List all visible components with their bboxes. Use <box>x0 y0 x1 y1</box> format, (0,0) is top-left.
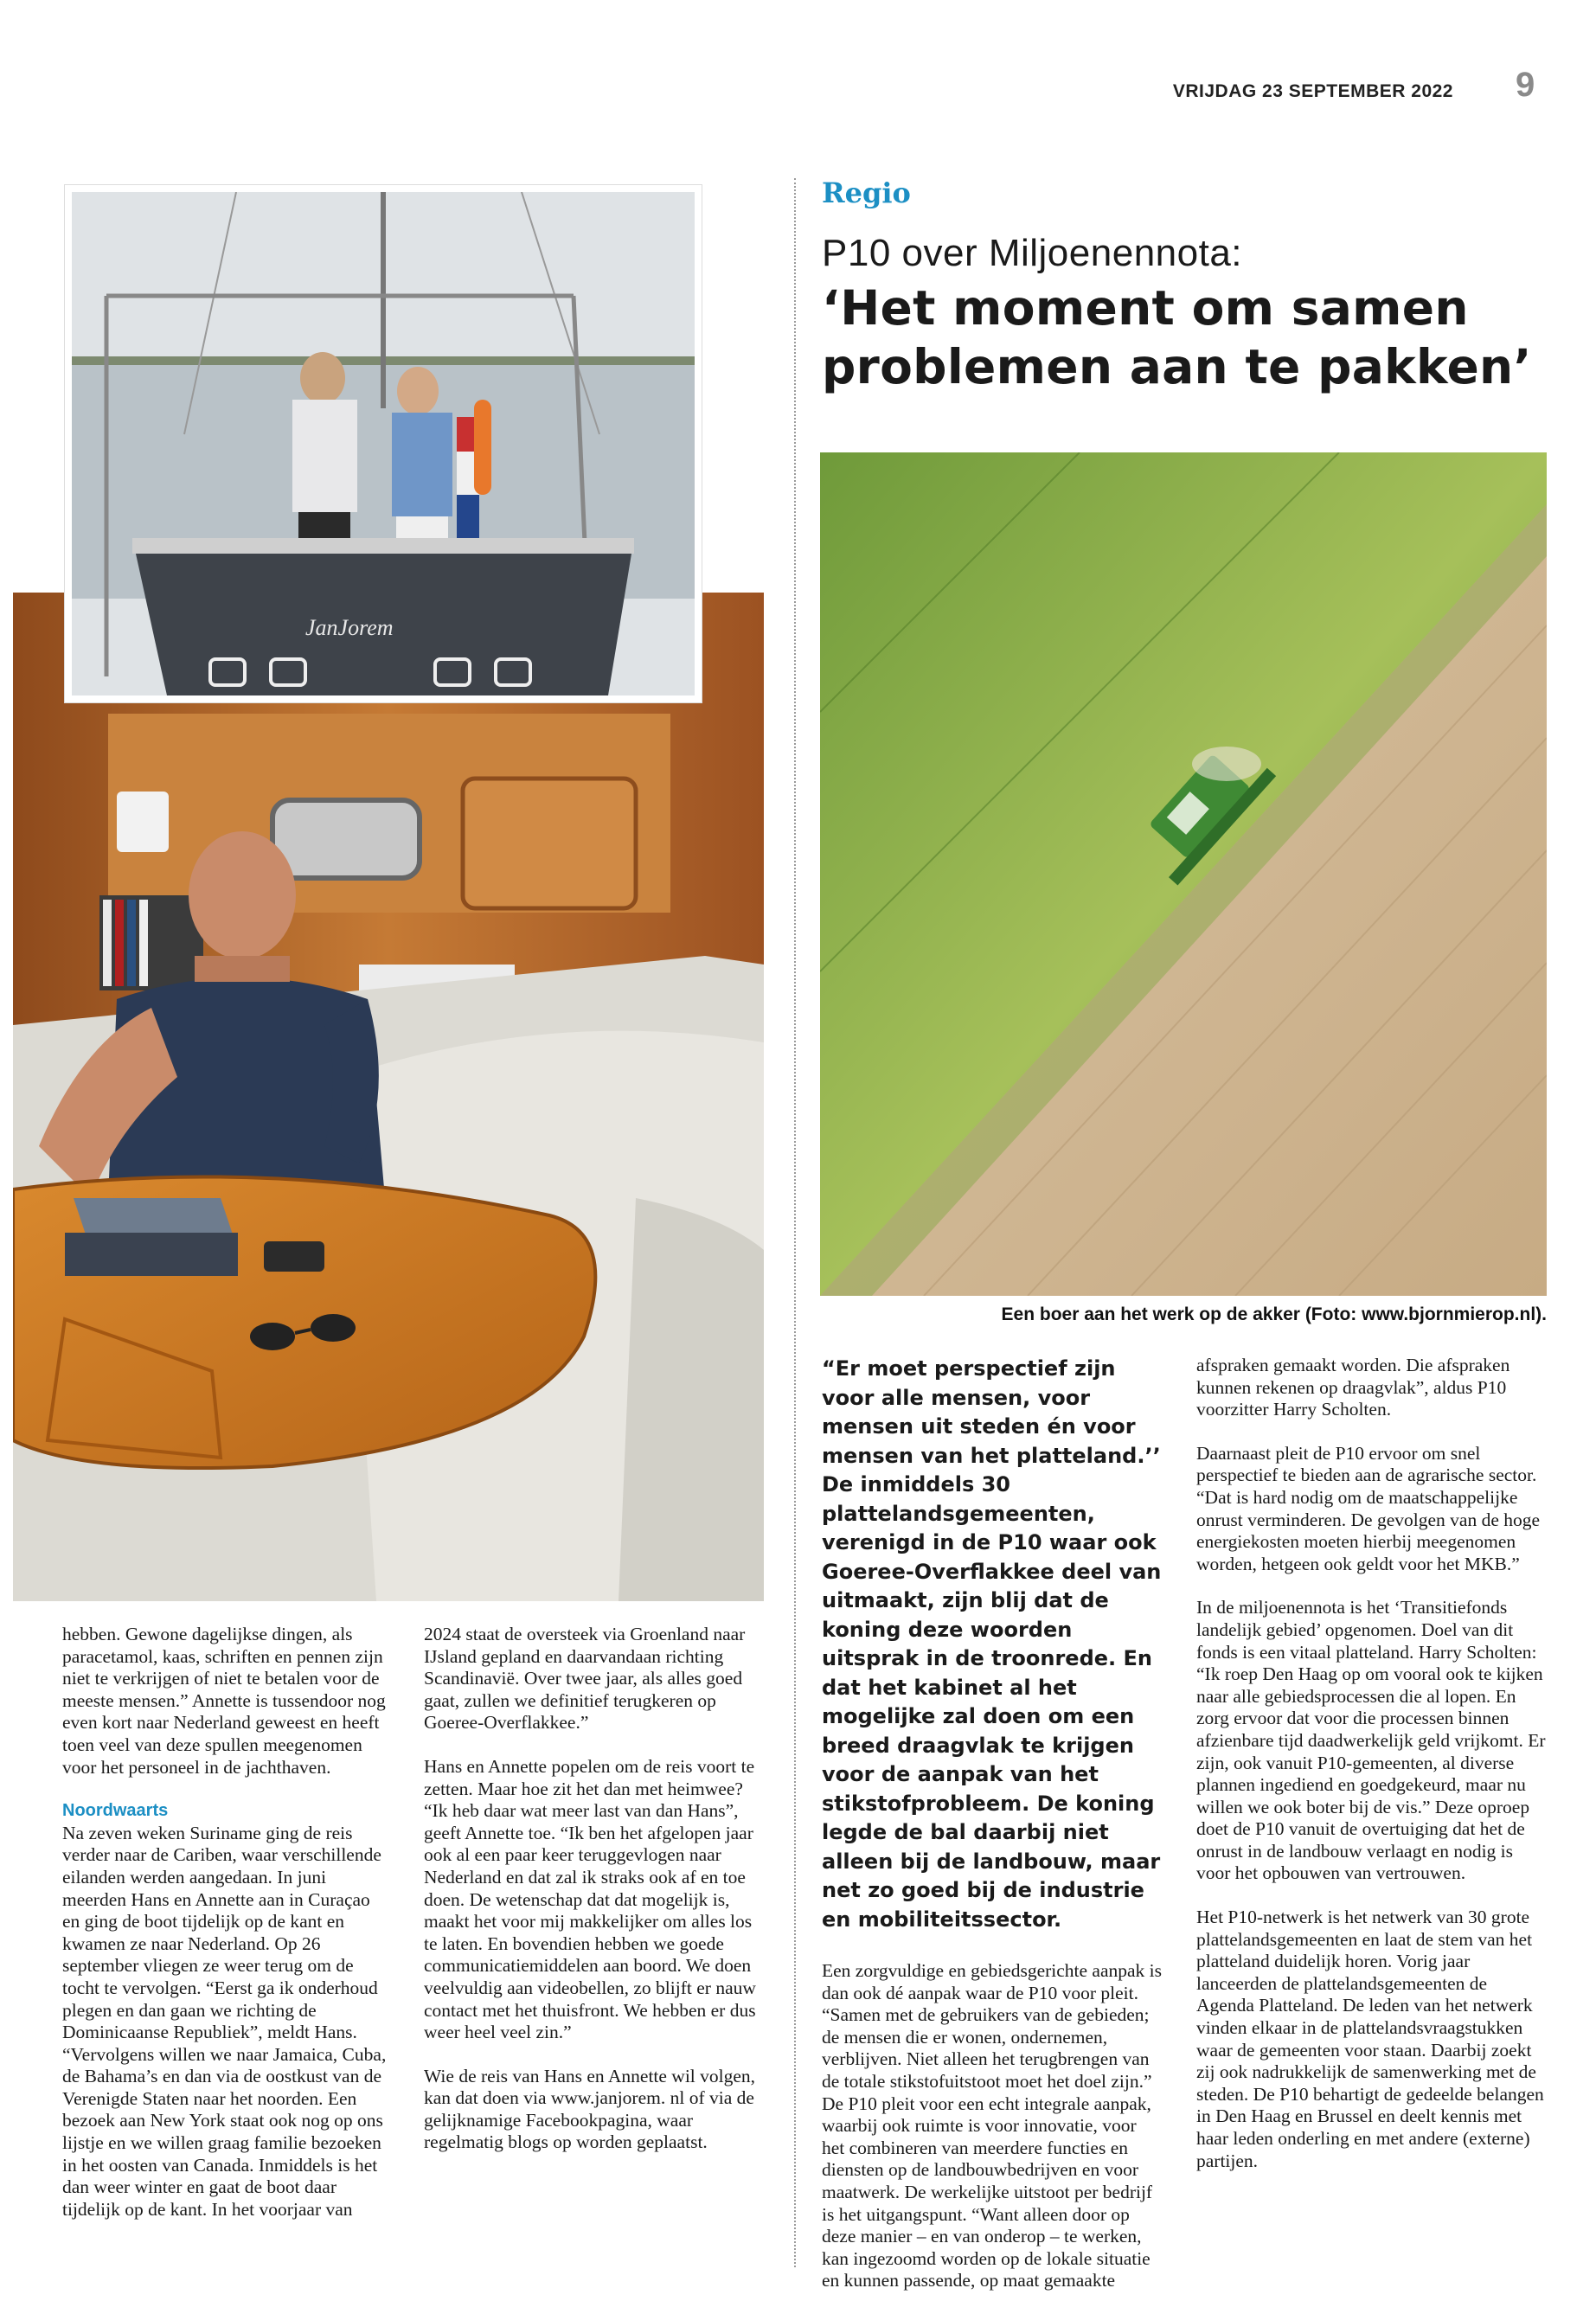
photo-man-with-tablet <box>13 593 764 1601</box>
section-label: Regio <box>822 176 911 209</box>
photo-sailboat-janjorem <box>65 185 702 702</box>
boat-name-lettering: JanJorem <box>305 615 394 640</box>
paragraph: Na zeven weken Suriname ging de reis verder naar de Cariben, waar verschillende eilanden werden aangedaan. In juni meerden Hans en Annette aan in Curaçao en ging de boot tijdelijk op de kant en kwamen ze naar Nederland. Op 26 september vliegen ze weer terug om de tocht te vervolgen. “Eerst ga ik onderhoud plegen en dan gaan we richting de Dominicaanse Republiek”, meldt Hans. “Vervolgens willen we naar Jamaica, Cuba, de Bahama’s en dan via de oostkust van de Verenigde Staten naar het noorden. Een bezoek aan New York staat ook nog op ons lijstje en we willen graag familie bezoeken in het oosten van Canada. Inmiddels is het dan weer winter en gaat de boot daar tijdelijk op de kant. In het voorjaar van <box>62 1822 387 2220</box>
paragraph: Een zorgvuldige en gebiedsgerichte aanpak is dan ook dé aanpak waar de P10 voor pleit. “Samen met de gebruikers van de gebieden; de mensen die er wonen, ondernemen, verblijven. Niet alleen het terugbrengen van de totale stikstofuitstoot moet het doel zijn.” De P10 pleit voor een echt integrale aanpak, waarbij ook ruimte is voor innovatie, voor het combineren van meerdere functies en diensten op de landbouwbedrijven en voor maatwerk. De werkelijke uitstoot per bedrijf is het uitgangspunt. “Want alleen door op deze manier – en van onderop – te werken, kan ingezoomd worden op de lokale situatie en kunnen passende, op maat gemaakte <box>822 1960 1163 2291</box>
paragraph: 2024 staat de oversteek via Groenland naar IJsland gepland en daarvandaan richting Scandinavië. Over twee jaar, als alles goed gaat, zullen we definitief terugkeren op Goeree-Overflakkee.” <box>424 1624 746 1734</box>
paragraph: afspraken gemaakt worden. Die afspraken kunnen rekenen op draagvlak”, aldus P10 voorzitter Harry Scholten. <box>1196 1355 1510 1420</box>
paragraph: Daarnaast pleit de P10 ervoor om snel perspectief te bieden aan de agrarische sector. “Dat is hard nodig om de maatschappelijke onrust verminderen. De gevolgen van de hoge energiekosten moeten hierbij meegenomen worden, hetgeen ook geldt voor het MKB.” <box>1196 1442 1541 1574</box>
left-story-column-1 <box>62 1624 387 2221</box>
article-headline: ‘Het moment om samen problemen aan te pakken’ <box>822 280 1532 394</box>
issue-date: VRIJDAG 23 SEPTEMBER 2022 <box>1172 81 1453 101</box>
photo-combine-harvester-field <box>820 452 1547 1296</box>
article-kicker: P10 over Miljoenennota: <box>822 232 1243 274</box>
article-column-3 <box>822 1355 1163 2292</box>
page-number: 9 <box>1516 66 1535 104</box>
left-story-column-2 <box>424 1624 761 2154</box>
paragraph: Wie de reis van Hans en Annette wil volgen, kan dat doen via www.janjorem. nl of via de gelijknamige Facebookpagina, waar regelmatig blogs op worden geplaatst. <box>424 2065 756 2153</box>
paragraph: In de miljoenennota is het ‘Transitiefonds landelijk gebied’ opgenomen. Doel van dit fonds is een vitaal platteland. Harry Scholten: “Ik roep Den Haag op om vooral ook te kijken naar alle gebiedsprocessen die al lopen. En zorg ervoor dat voor die processen binnen afzienbare tijd daadwerkelijk geld vrijkomt. Er zijn, ook vanuit P10-gemeenten, al diverse plannen ingediend en goedgekeurd, maar nu willen we ook boter bij de vis.” Deze oproep doet de P10 vanuit de overtuiging dat het de onrust in de landbouw verlaagt en nodig is voor het opbouwen van vertrouwen. <box>1196 1597 1546 1884</box>
paragraph: Hans en Annette popelen om de reis voort te zetten. Maar hoe zit het dan met heimwee? “Ik heb daar wat meer last van dan Hans”, geeft Annette toe. “Ik ben het afgelopen jaar ook al een paar keer teruggevlogen naar Nederland en dat zal ik straks ook af en toe doen. De wetenschap dat dat mogelijk is, maakt het voor mij makkelijker om alles los te laten. En bovendien hebben we goede communicatiemiddelen aan boord. We doen veelvuldig aan videobellen, zo blijft er nauw contact met het thuisfront. We hebben er dus weer heel veel zin.” <box>424 1755 756 2043</box>
subheading-noordwaarts: Noordwaarts <box>62 1801 169 1821</box>
article-lead: “Er moet perspectief zijn voor alle mensen, voor mensen uit steden én voor mensen van het platteland.’’ De inmiddels 30 plattelandsgemeenten, verenigd in de P10 waar ook Goeree-Overflakkee deel van uitmaakt, zijn blij dat de koning deze woorden uitsprak in de troonrede. En dat het kabinet al het mogelijke zal doen om een breed draagvlak te krijgen voor de aanpak van het stikstofprobleem. De koning legde de bal daarbij niet alleen bij de landbouw, maar net zo goed bij de industrie en mobiliteitssector. <box>822 1356 1162 1932</box>
paragraph: Het P10-netwerk is het netwerk van 30 grote plattelandsgemeenten en laat de stem van het platteland duidelijk horen. Vorig jaar lanceerden de plattelandsgemeenten de Agenda Platteland. De leden van het netwerk vinden elkaar in de plattelandsvraagstukken waar de gemeenten voor staan. Daarbij zoekt zij ook nadrukkelijk de samenwerking met de steden. De P10 behartigt de gedeelde belangen in Den Haag en Brussel en deelt kennis met haar leden onderling en met andere (externe) partijen. <box>1196 1907 1544 2171</box>
column-divider <box>794 178 796 2267</box>
photo-caption: Een boer aan het werk op de akker (Foto: www.bjornmierop.nl). <box>1001 1304 1547 1324</box>
article-column-4 <box>1196 1355 1547 2172</box>
paragraph: hebben. Gewone dagelijkse dingen, als paracetamol, kaas, schriften en pennen zijn niet te verkrijgen of niet te betalen voor de meeste mensen.” Annette is tussendoor nog even kort naar Nederland geweest en heeft toen veel van deze spullen meegenomen voor het personeel in de jachthaven. <box>62 1624 386 1778</box>
